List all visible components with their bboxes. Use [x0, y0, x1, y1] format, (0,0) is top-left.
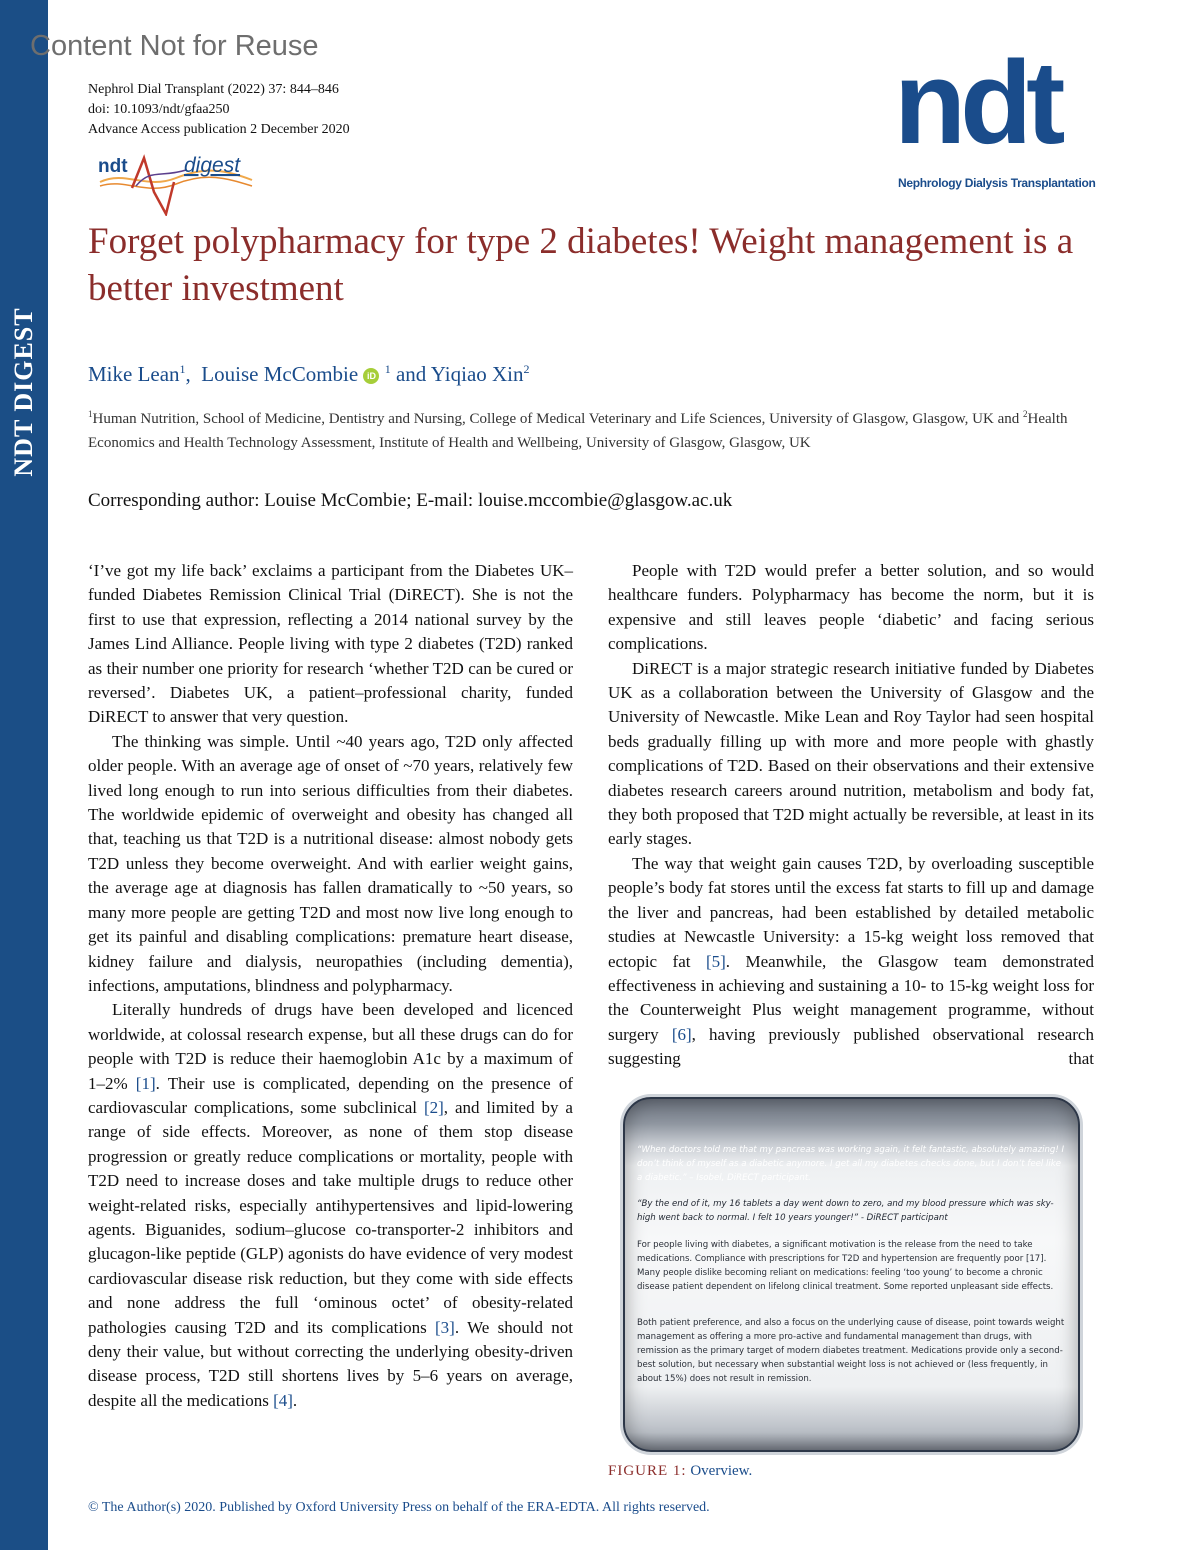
- author-name[interactable]: Yiqiao Xin: [430, 362, 524, 386]
- figure-caption: [608, 1463, 752, 1480]
- citation-link[interactable]: [5]: [705, 951, 726, 971]
- watermark: Content Not for Reuse: [30, 30, 319, 62]
- article-title: Forget polypharmacy for type 2 diabetes! Weight management is a better investment: [88, 221, 1074, 309]
- figure-paragraph: Both patient preference, and also a focus on the underlying cause of disease, point towards weight management as offering a more pro-active and fundamental management than drugs, with remission as the primary target of modern diabetes treatment. Medications provide only a second-best solution, but necessary when substantial weight loss is not achieved or (less frequently, in about 15%) does not result in remission.: [637, 1318, 1065, 1384]
- journal-doi: doi: 10.1093/ndt/gfaa250: [88, 102, 230, 117]
- author-affil-sup: 1: [179, 362, 186, 376]
- advance-access: Advance Access publication 2 December 2020: [88, 122, 350, 137]
- ndt-logo-subtitle: Nephrology Dialysis Transplantation: [898, 176, 1096, 190]
- author-name[interactable]: Mike Lean: [88, 362, 180, 386]
- corresponding-author: Corresponding author: Louise McCombie; E-mail: louise.mccombie@glasgow.ac.uk: [88, 490, 733, 511]
- digest-logo-left: ndt: [98, 156, 128, 177]
- citation-link[interactable]: [4]: [273, 1390, 293, 1410]
- figure-caption-text[interactable]: Overview.: [690, 1463, 753, 1479]
- affiliations: $^1$Human Nutrition, School of Medicine, Dentistry and Nursing, College of Medical Veterinary and Life Sciences, University of Glasgow, Glasgow, UK and $^2$Health Economics and Health Technology Assessment, Institute of Health and Wellbeing, University of Glasgow, Glasgow, UK: [88, 409, 1068, 451]
- citation-link[interactable]: [3]: [435, 1317, 455, 1337]
- ndt-logo: [894, 37, 1096, 192]
- paragraph: People with T2D would prefer a better solution, and so would healthcare funders. Polypharmacy has become the norm, but it is expensive and still leaves people ‘diabetic’ and facing serious complications.: [608, 561, 1094, 654]
- side-bar: [0, 0, 48, 1550]
- side-label: NDT DIGEST: [9, 307, 38, 477]
- author-affil-sup: 1: [384, 362, 391, 376]
- citation-link[interactable]: [6]: [671, 1024, 692, 1044]
- journal-citation: Nephrol Dial Transplant (2022) 37: 844–846: [88, 82, 339, 97]
- author-affil-sup: 2: [523, 362, 530, 376]
- figure-content: [637, 1143, 1067, 1386]
- orcid-icon[interactable]: iD: [363, 368, 379, 384]
- figure-paragraph: For people living with diabetes, a significant motivation is the release from the need to take medications. Compliance with prescriptions for T2D and hypertension are frequently poor [17]. Many people dislike becoming reliant on medications: feeling ‘too young’ to become a chronic disease patient dependent on lifelong clinical treatment. Some reported unpleasant side effects.: [637, 1240, 1054, 1292]
- figure-quote: “By the end of it, my 16 tablets a day went down to zero, and my blood pressure which was sky-high went back to normal. I felt 10 years younger!” - DiRECT participant: [637, 1199, 1054, 1223]
- author-list: Mike Lean$^1$, Louise McCombie iD $^1$ and Yiqiao Xin$^2$: [88, 362, 530, 386]
- paragraph: ‘I’ve got my life back’ exclaims a participant from the Diabetes UK–funded Diabetes Remission Clinical Trial (DiRECT). She is not the first to use that expression, reflecting a 2014 national survey by the James Lind Alliance. People living with type 2 diabetes (T2D) ranked as their number one priority for research ‘whether T2D can be cured or reversed’. Diabetes UK, a patient–professional charity, funded DiRECT to answer that very question.: [88, 561, 573, 727]
- figure-quote: “When doctors told me that my pancreas was working again, it felt fantastic, absolutely amazing! I don’t think of myself as a diabetic anymore. I get all my diabetes checks done, but I don’t feel like a diabetic.” – Isobel, DiRECT participant.: [637, 1145, 1065, 1183]
- copyright-footer: © The Author(s) 2020. Published by Oxford University Press on behalf of the ERA-EDTA. All rights reserved.: [88, 1500, 710, 1515]
- figure-box: [623, 1097, 1080, 1452]
- citation-link[interactable]: [1]: [135, 1073, 156, 1093]
- journal-info: [88, 80, 350, 140]
- paragraph: Literally hundreds of drugs have been developed and licenced worldwide, at colossal research expense, but all these drugs can do for people with T2D is reduce their haemoglobin A1c by a maximum of 1–2% [1]. Their use is complicated, depending on the presence of cardiovascular complications, some subclinical [2], and limited by a range of side effects. Moreover, as none of them stop disease progression or greatly reduce complications or mortality, people with T2D need to increase doses and take multiple drugs to reduce other weight-related risks, especially antihypertensives and lipid-lowering agents. Biguanides, sodium–glucose co-transporter-2 inhibitors and glucagon-like peptide (GLP) agonists do have evidence of very modest cardiovascular disease risk reduction, but they come with side effects and none address the full ‘ominous octet’ of obesity-related pathologies causing T2D and its complications [3]. We should not deny their value, but without correcting the underlying obesity-driven disease process, T2D still shortens lives by 5–6 years on average, despite all the medications [4].: [88, 1000, 573, 1410]
- author-name[interactable]: Louise McCombie: [201, 362, 359, 386]
- paragraph: The way that weight gain causes T2D, by overloading susceptible people’s body fat stores until the excess fat starts to fill up and damage the liver and pancreas, had been established by detailed metabolic studies at Newcastle University: a 15-kg weight loss removed that ectopic fat [5]. Meanwhile, the Glasgow team demonstrated effectiveness in achieving and sustaining a 10- to 15-kg weight loss for the Counterweight Plus weight management programme, without surgery [6], having previously published observational research suggesting that: [608, 853, 1094, 1069]
- paragraph: The thinking was simple. Until ~40 years ago, T2D only affected older people. With an average age of onset of ~70 years, relatively few lived long enough to run into serious difficulties from their diabetes. The worldwide epidemic of overweight and obesity has changed all that, teaching us that T2D is a nutritional disease: almost nobody gets T2D unless they become overweight. And with earlier weight gains, the average age at diagnosis has fallen dramatically to ~50 years, so many more people are getting T2D and most now live long enough to get its painful and disabling complications: premature heart disease, kidney failure and dialysis, neuropathies (including dementia), infections, amputations, blindness and polypharmacy.: [88, 731, 573, 995]
- figure-caption-label: FIGURE 1:: [608, 1463, 687, 1479]
- ndt-digest-logo: [96, 148, 256, 216]
- ndt-logo-text: ndt: [894, 37, 1060, 169]
- paragraph: DiRECT is a major strategic research initiative funded by Diabetes UK as a collaboration between the University of Glasgow and the University of Newcastle. Mike Lean and Roy Taylor had seen hospital beds gradually filling up with more and more people with ghastly complications of T2D. Based on their observations and their extensive diabetes research careers around nutrition, metabolism and body fat, they both proposed that T2D might actually be reversible, at least in its early stages.: [608, 658, 1094, 849]
- digest-logo-right: digest: [184, 154, 241, 177]
- body-column-right: [608, 559, 1094, 1072]
- citation-link[interactable]: [2]: [423, 1097, 444, 1117]
- body-column-left: [88, 559, 573, 1413]
